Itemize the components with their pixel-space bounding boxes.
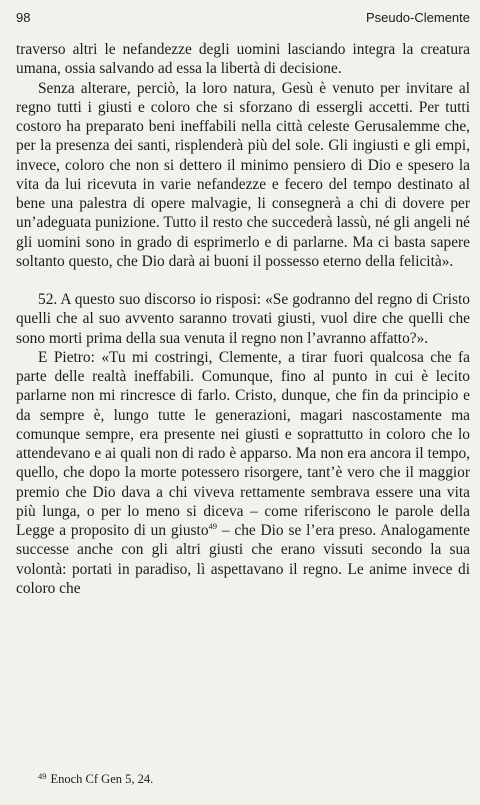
paragraph-52-question: 52. A questo suo discorso io risposi: «Se godranno del regno di Cristo quelli che al suo avvento saranno trovati giusti, vuol dire che quelli che sono morti prima della sua venuta il regno non l’avranno affatto?». (16, 291, 470, 347)
paragraph-jesus-kingdom: Senza alterare, perciò, la loro natura, Gesù è venuto per invitare al regno tutti i giusti e coloro che si sforzano di essergli accetti. Per tutti costoro ha preparato beni ineffabili nella città celeste Gerusalemme che, per la presenza dei santi, risplenderà più del sole. Gli ingiusti e gli empi, invece, coloro che non si dettero il minimo pensiero di Dio e spesero la vita da lui ricevuta in varie nefandezze e fecero del tempo destinato al bene una palestra di opere malvagie, li consegnerà a chi di dovere per un’adeguata punizione. Tutto il resto che succederà lassù, né gli angeli né gli uomini sono in grado di esprimerlo e di parlarne. Ma ci basta sapere soltanto questo, che Dio darà ai buoni il possesso eterno della felicità». (16, 79, 470, 270)
page-number: 98 (16, 10, 31, 25)
answer-text-part-2: – che Dio se l’era preso. Analogamente successe anche con gli altri giusti che erano vissuti secondo la sua volontà: portati in paradiso, lì aspettavano il regno. Le anime invece di coloro che (16, 522, 470, 597)
body-text (16, 40, 470, 598)
footnote-reference: 49 (208, 521, 218, 531)
footnote-text: Enoch Cf Gen 5, 24. (50, 772, 154, 786)
paragraph-continuation: traverso altri le nefandezze degli uomini lasciando integra la creatura umana, ossia salvando ad essa la libertà di decisione. (16, 41, 470, 78)
footnote-mark: 49 (38, 771, 47, 781)
paragraph-peter-answer (16, 348, 470, 598)
footnote (38, 771, 458, 787)
paragraph-spacer (16, 271, 470, 290)
page-header (16, 8, 470, 30)
running-title: Pseudo-Clemente (365, 10, 470, 25)
answer-text-part-1: E Pietro: «Tu mi costringi, Clemente, a tirar fuori qualcosa che fa parte delle realtà ineffabili. Comunque, fino al punto in cui è lecito parlarne non mi rincresce di farlo. Cristo, dunque, che fin da principio e da sempre è, lungo tutte le generazioni, magari nascostamente ma comunque sempre, era presente nei giusti e soprattutto in coloro che lo attendevano e ai quali non di rado è apparso. Ma non era ancora il tempo, quello, che dopo la morte potessero risorgere, tant’è vero che il maggior premio che Dio dava a chi viveva rettamente sembrava essere una vita più lunga, o per lo meno si diceva – come riferiscono le parole della Legge a proposito di un giusto (16, 348, 470, 539)
